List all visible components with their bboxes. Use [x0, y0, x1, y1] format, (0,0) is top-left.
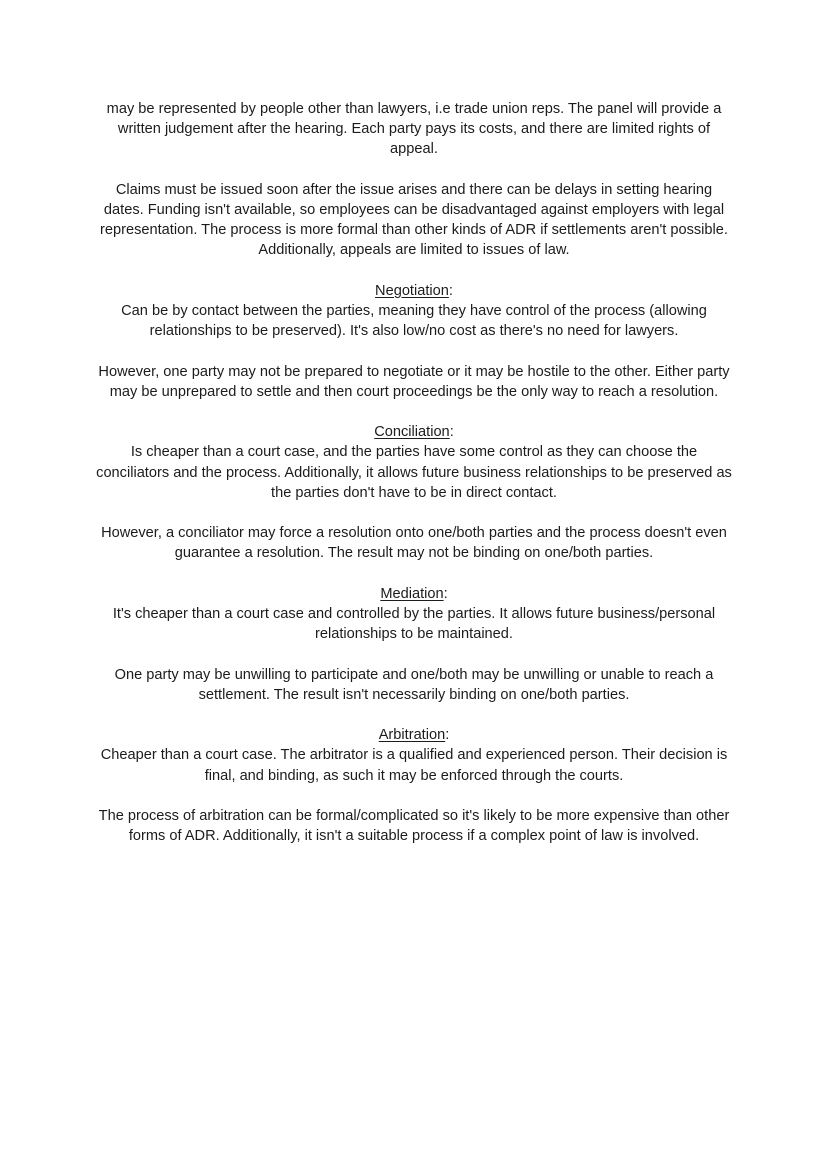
section-mediation — [96, 584, 732, 705]
section-heading: Conciliation: — [374, 424, 454, 441]
section-advantages: It's cheaper than a court case and controlled by the parties. It allows future business/personal relationships to be maintained. — [112, 605, 716, 643]
section-advantages: Can be by contact between the parties, meaning they have control of the process (allowing relationships to be preserved). It's also low/no cost as there's no need for lawyers. — [121, 303, 707, 340]
section-heading-text: Arbitration — [378, 727, 446, 744]
section-arbitration — [96, 725, 732, 846]
section-disadvantages: The process of arbitration can be formal/complicated so it's likely to be more expensive than other forms of ADR. Additionally, it isn't a suitable process if a complex point of law is involved. — [98, 807, 730, 845]
section-advantages: Is cheaper than a court case, and the parties have some control as they can choose the conciliators and the process. Additionally, it allows future business relationships to be preserved as the parties don't have to be in direct contact. — [96, 444, 732, 501]
document-page — [96, 99, 732, 867]
section-advantages: Cheaper than a court case. The arbitrator is a qualified and experienced person. Their decision is final, and binding, as such it may be enforced through the courts. — [100, 747, 728, 784]
intro-paragraph-tribunal-representation: may be represented by people other than lawyers, i.e trade union reps. The panel will provide a written judgement after the hearing. Each party pays its costs, and there are limited rights of appeal. — [106, 101, 722, 158]
section-heading: Arbitration: — [378, 727, 450, 744]
section-heading: Negotiation: — [375, 282, 453, 299]
section-heading-text: Mediation — [380, 585, 444, 602]
section-negotiation — [96, 281, 732, 402]
section-disadvantages: However, one party may not be prepared to negotiate or it may be hostile to the other. Either party may be unprepared to settle and then court proceedings be the only way to reach a resolution. — [98, 363, 730, 400]
section-disadvantages: One party may be unwilling to participate and one/both may be unwilling or unable to reach a settlement. The result isn't necessarily binding on one/both parties. — [114, 666, 714, 703]
section-heading-text: Conciliation — [374, 424, 450, 441]
section-conciliation — [96, 422, 732, 563]
section-disadvantages: However, a conciliator may force a resolution onto one/both parties and the process doesn't even guarantee a resolution. The result may not be binding on one/both parties. — [101, 525, 727, 562]
intro-paragraph-tribunal-disadvantages: Claims must be issued soon after the issue arises and there can be delays in setting hearing dates. Funding isn't available, so employees can be disadvantaged against employers with legal representation. The process is more formal than other kinds of ADR if settlements aren't possible. Additionally, appeals are limited to issues of law. — [100, 181, 728, 259]
section-heading: Mediation: — [380, 585, 448, 602]
section-heading-text: Negotiation — [375, 282, 449, 299]
